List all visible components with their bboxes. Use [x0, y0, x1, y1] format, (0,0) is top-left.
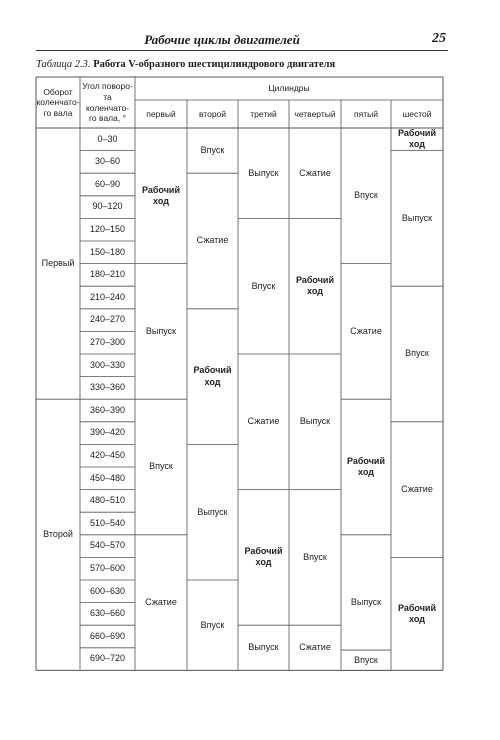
angle-cell: 360–390 [89, 404, 126, 415]
stroke-cell-cylinder-4: Сжатие [299, 167, 331, 178]
stroke-cell-cylinder-4: Впуск [303, 551, 327, 562]
revolution-label: Первый [41, 257, 75, 268]
stroke-cell-cylinder-3: Сжатие [247, 416, 280, 427]
angle-cell: 630–660 [89, 608, 126, 619]
angle-cell: 420–450 [89, 450, 126, 461]
angle-cell: 270–300 [89, 337, 126, 348]
running-head-title: Рабочие циклы двигателей [144, 32, 300, 47]
angle-cell: 60–90 [94, 178, 121, 189]
angle-cell: 450–480 [89, 472, 126, 483]
stroke-cell-cylinder-4: Сжатие [299, 642, 331, 653]
angle-cell: 540–570 [89, 540, 126, 551]
page-number: 25 [432, 31, 446, 46]
stroke-cell-cylinder-3: Выпуск [248, 167, 279, 178]
stroke-cell-cylinder-5: Рабочий ход [346, 455, 385, 477]
header-angle: Угол поворо- та коленчато- го вала, ° [82, 81, 133, 124]
header-cylinder-1: первый [146, 108, 176, 119]
angle-cell: 150–180 [89, 246, 126, 257]
stroke-cell-cylinder-2: Выпуск [197, 506, 228, 517]
stroke-cell-cylinder-2: Сжатие [196, 235, 229, 246]
angle-cell: 390–420 [89, 427, 126, 438]
stroke-cell-cylinder-6: Рабочий ход [397, 602, 436, 624]
angle-cell: 180–210 [89, 269, 126, 280]
stroke-cell-cylinder-6: Выпуск [401, 212, 433, 223]
stroke-cell-cylinder-2: Впуск [200, 144, 225, 155]
stroke-cell-cylinder-5: Впуск [354, 654, 378, 665]
stroke-cell-cylinder-5: Выпуск [350, 596, 382, 607]
stroke-cell-cylinder-6: Рабочий ход [397, 128, 436, 150]
angle-cell: 240–270 [89, 314, 126, 325]
stroke-cell-cylinder-4: Выпуск [299, 416, 331, 427]
stroke-cell-cylinder-1: Сжатие [145, 596, 177, 607]
angle-cell: 690–720 [89, 653, 126, 664]
stroke-cell-cylinder-3: Выпуск [248, 642, 279, 653]
angle-cell: 30–60 [94, 156, 121, 167]
revolution-label: Второй [43, 529, 73, 540]
header-cylinder-5: пятый [354, 108, 378, 119]
stroke-cell-cylinder-1: Выпуск [145, 325, 177, 336]
angle-cell: 0–30 [97, 133, 118, 144]
header-revolution: Оборот коленчато- го вала [36, 86, 80, 118]
table-caption-title: Работа V-образного шестицилиндрового двигателя [93, 59, 336, 70]
header-cylinder-2: второй [198, 108, 227, 119]
header-cylinder-3: третий [250, 108, 277, 119]
table-caption-label: Таблица 2.3. [36, 59, 91, 70]
stroke-cell-cylinder-6: Сжатие [401, 483, 433, 494]
stroke-cell-cylinder-4: Рабочий ход [295, 274, 334, 297]
angle-cell: 90–120 [92, 201, 123, 212]
angle-cell: 120–150 [89, 224, 126, 235]
angle-cell: 300–330 [89, 359, 126, 370]
stroke-cell-cylinder-5: Сжатие [350, 325, 382, 336]
stroke-cell-cylinder-2: Рабочий ход [193, 365, 232, 387]
angle-cell: 600–630 [89, 585, 126, 596]
angle-cell: 330–360 [89, 382, 126, 393]
header-cylinders: Цилиндры [268, 83, 310, 94]
stroke-cell-cylinder-1: Впуск [149, 461, 173, 472]
stroke-cell-cylinder-6: Впуск [405, 348, 429, 359]
angle-cell: 510–540 [89, 517, 126, 528]
angle-cell: 480–510 [89, 495, 126, 506]
stroke-cell-cylinder-5: Впуск [354, 190, 378, 201]
angle-cell: 210–240 [89, 291, 126, 302]
angle-cell: 570–600 [89, 563, 126, 574]
stroke-cell-cylinder-2: Впуск [200, 619, 225, 630]
header-cylinder-6: шестой [402, 108, 432, 119]
stroke-cell-cylinder-3: Впуск [251, 280, 276, 291]
header-cylinder-4: четвертый [294, 108, 336, 119]
stroke-cell-cylinder-1: Рабочий ход [141, 184, 180, 206]
stroke-cell-cylinder-3: Рабочий ход [244, 546, 283, 568]
angle-cell: 660–690 [89, 630, 126, 641]
